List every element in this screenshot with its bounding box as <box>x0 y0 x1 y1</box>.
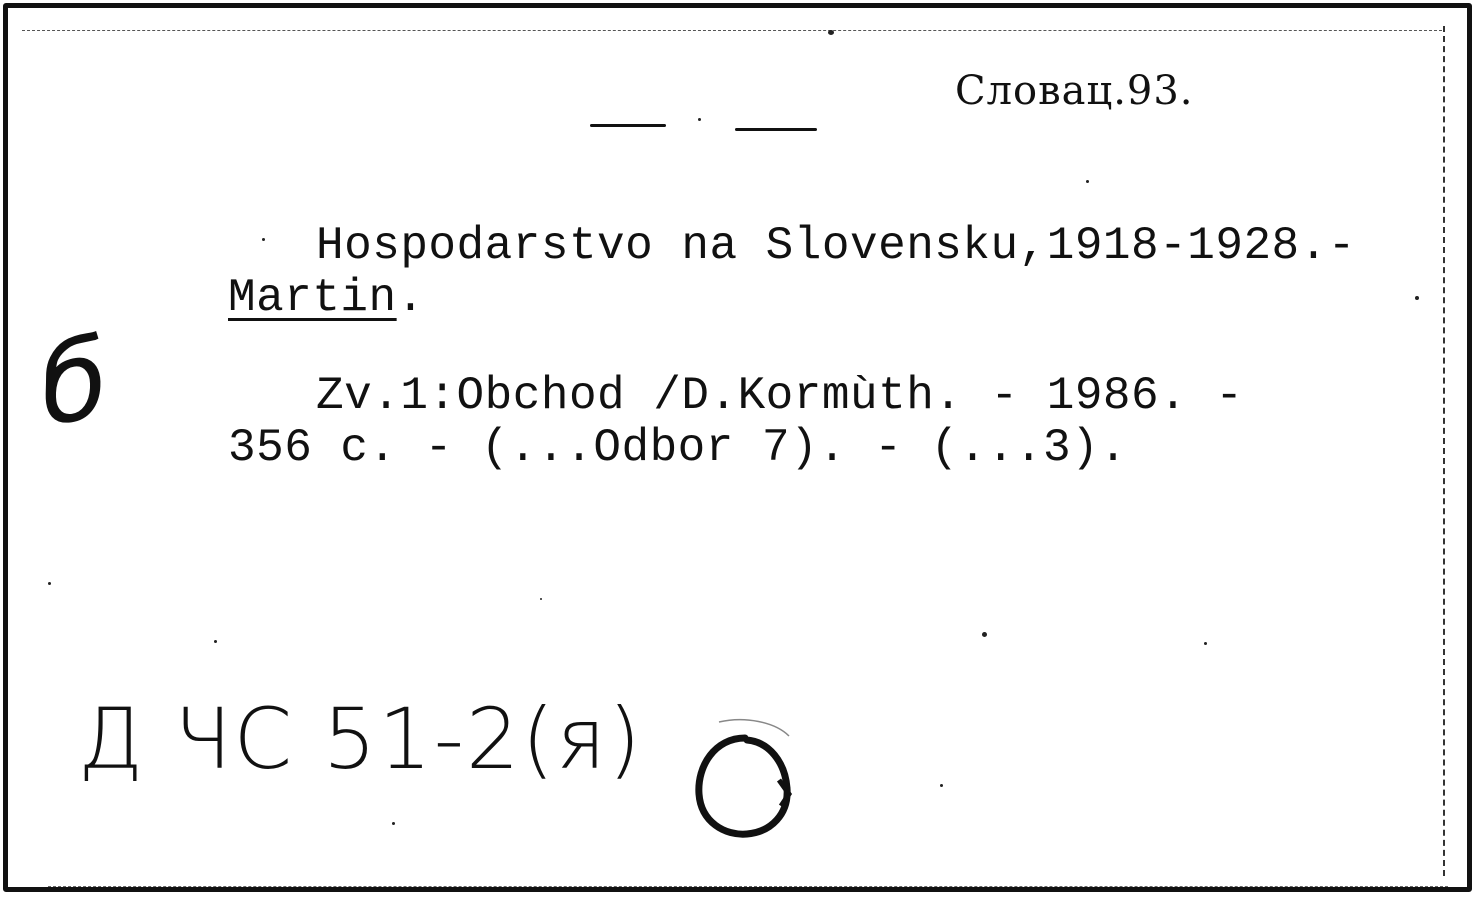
shelfmark: Словац.93. <box>955 68 1194 114</box>
speck <box>214 640 217 643</box>
punch-hole-icon <box>685 718 805 848</box>
speck <box>540 598 542 600</box>
call-number: Д ЧС 51-2(я) <box>78 690 643 788</box>
right-dashed-rule <box>1443 26 1445 876</box>
typed-dash-2 <box>735 128 817 131</box>
handwritten-mark: б <box>31 313 117 451</box>
speck <box>262 238 265 241</box>
publisher-period: . <box>396 272 425 324</box>
speck <box>1086 180 1089 183</box>
speck <box>828 30 834 35</box>
speck <box>1415 296 1419 300</box>
bottom-dashed-rule <box>48 886 1448 887</box>
top-dashed-rule <box>22 30 1442 31</box>
speck <box>698 118 701 121</box>
speck <box>1204 642 1207 645</box>
publisher: Martin <box>228 272 397 324</box>
publisher-line <box>228 272 425 324</box>
speck <box>940 784 943 787</box>
speck <box>48 582 51 585</box>
volume-line-2: 356 c. - (...Odbor 7). - (...3). <box>228 422 1128 474</box>
speck <box>392 822 395 825</box>
title-line: Hospodarstvo na Slovensku,1918-1928.- <box>316 220 1356 272</box>
volume-line-1: Zv.1:Obchod /D.Kormùth. - 1986. - <box>316 370 1244 422</box>
typed-dash-1 <box>590 124 666 127</box>
speck <box>982 632 987 637</box>
